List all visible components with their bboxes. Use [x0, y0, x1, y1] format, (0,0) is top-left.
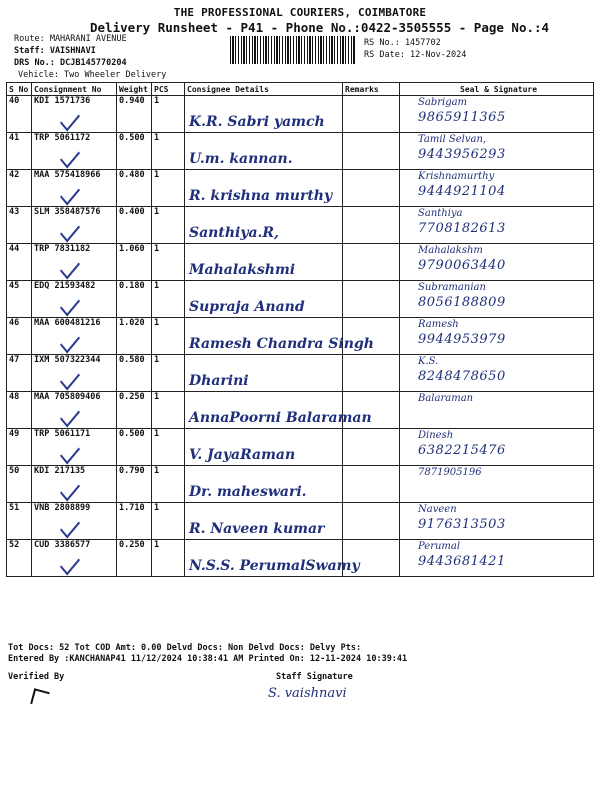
row-consignee	[185, 466, 343, 503]
consignee-name: Supraja Anand	[189, 299, 305, 315]
row-remarks	[343, 355, 400, 392]
receiver-phone: 9444921104	[418, 184, 506, 199]
receiver-signature: Mahalakshm	[418, 245, 483, 256]
row-pcs: 1	[152, 281, 185, 318]
row-consignment	[32, 355, 117, 392]
receiver-phone: 7708182613	[418, 221, 506, 236]
receiver-signature: Krishnamurthy	[418, 171, 495, 182]
row-weight: 0.400	[117, 207, 152, 244]
row-signature	[400, 355, 594, 392]
row-consignee	[185, 429, 343, 466]
row-weight: 1.020	[117, 318, 152, 355]
receiver-signature: Tamil Selvan,	[418, 134, 487, 145]
drs-number: DRS No.: DCJB145770204	[14, 58, 127, 68]
check-mark-icon	[60, 552, 80, 576]
consignment-no: TRP 5061172	[34, 133, 91, 143]
row-sno: 51	[7, 503, 32, 540]
consignee-name: V. JayaRaman	[189, 447, 296, 463]
table-row	[7, 466, 594, 503]
row-weight: 1.060	[117, 244, 152, 281]
table-row	[7, 318, 594, 355]
row-weight: 0.480	[117, 170, 152, 207]
totals-line: Tot Docs: 52 Tot COD Amt: 0.00 Delvd Docs: Non Delvd Docs: Delvy Pts:	[8, 643, 362, 653]
row-pcs: 1	[152, 429, 185, 466]
row-consignment	[32, 133, 117, 170]
table-row	[7, 244, 594, 281]
receiver-signature: Balaraman	[418, 393, 474, 404]
consignment-no: TRP 5061171	[34, 429, 91, 439]
col-consignee: Consignee Details	[185, 83, 343, 96]
row-pcs: 1	[152, 96, 185, 133]
row-consignment	[32, 466, 117, 503]
row-signature	[400, 503, 594, 540]
consignee-name: AnnaPoorni Balaraman	[189, 410, 372, 426]
staff-label: Staff: VAISHNAVI	[14, 46, 96, 56]
check-mark-icon	[60, 478, 80, 502]
consignment-no: SLM 358487576	[34, 207, 101, 217]
row-weight: 0.940	[117, 96, 152, 133]
row-weight: 0.180	[117, 281, 152, 318]
consignment-no: MAA 575418966	[34, 170, 101, 180]
row-pcs: 1	[152, 540, 185, 577]
receiver-signature: Santhiya	[418, 208, 463, 219]
row-sno: 44	[7, 244, 32, 281]
row-consignee	[185, 355, 343, 392]
table-row	[7, 503, 594, 540]
row-pcs: 1	[152, 503, 185, 540]
receiver-phone: 9865911365	[418, 110, 506, 125]
consignment-no: MAA 600481216	[34, 318, 101, 328]
row-consignee	[185, 96, 343, 133]
row-pcs: 1	[152, 318, 185, 355]
row-remarks	[343, 466, 400, 503]
row-sno: 42	[7, 170, 32, 207]
row-remarks	[343, 281, 400, 318]
check-mark-icon	[60, 367, 80, 391]
row-consignee	[185, 244, 343, 281]
consignee-name: Dr. maheswari.	[189, 484, 307, 500]
receiver-signature: Subramanian	[418, 282, 486, 293]
receiver-phone: 9790063440	[418, 258, 506, 273]
table-row	[7, 429, 594, 466]
row-remarks	[343, 429, 400, 466]
runsheet-title: Delivery Runsheet - P41 - Phone No.:0422-3505555 - Page No.:4	[90, 20, 550, 35]
receiver-phone: 9443956293	[418, 147, 506, 162]
table-row	[7, 170, 594, 207]
receiver-signature: Ramesh	[418, 319, 459, 330]
consignee-name: K.R. Sabri yamch	[189, 114, 325, 130]
row-remarks	[343, 96, 400, 133]
row-sno: 41	[7, 133, 32, 170]
consignee-name: Dharini	[189, 373, 249, 389]
consignment-no: MAA 705809406	[34, 392, 101, 402]
table-row	[7, 281, 594, 318]
row-signature	[400, 540, 594, 577]
row-remarks	[343, 170, 400, 207]
row-pcs: 1	[152, 244, 185, 281]
row-signature	[400, 207, 594, 244]
consignment-no: IXM 507322344	[34, 355, 101, 365]
check-mark-icon	[60, 330, 80, 354]
receiver-signature: Naveen	[418, 504, 457, 515]
row-sno: 45	[7, 281, 32, 318]
row-consignee	[185, 133, 343, 170]
check-mark-icon	[60, 256, 80, 280]
consignment-no: EDQ 21593482	[34, 281, 96, 291]
table-row	[7, 133, 594, 170]
receiver-signature: 7871905196	[418, 467, 482, 478]
receiver-signature: K.S.	[418, 356, 439, 367]
check-mark-icon	[60, 293, 80, 317]
receiver-signature: Dinesh	[418, 430, 454, 441]
verified-by-label: Verified By	[8, 672, 65, 682]
row-signature	[400, 170, 594, 207]
receiver-signature: Sabrigam	[418, 97, 468, 108]
row-weight: 0.500	[117, 133, 152, 170]
row-weight: 0.250	[117, 540, 152, 577]
row-pcs: 1	[152, 207, 185, 244]
consignment-no: TRP 7831182	[34, 244, 91, 254]
consignee-name: N.S.S. PerumalSwamy	[189, 558, 360, 574]
row-consignment	[32, 281, 117, 318]
row-remarks	[343, 503, 400, 540]
runsheet-table	[6, 82, 594, 577]
consignment-no: VNB 2808899	[34, 503, 91, 513]
receiver-phone: 6382215476	[418, 443, 506, 458]
row-remarks	[343, 244, 400, 281]
row-pcs: 1	[152, 355, 185, 392]
consignee-name: U.m. kannan.	[189, 151, 293, 167]
col-pcs: PCS	[152, 83, 185, 96]
row-weight: 1.710	[117, 503, 152, 540]
check-mark-icon	[60, 441, 80, 465]
row-weight: 0.790	[117, 466, 152, 503]
row-remarks	[343, 207, 400, 244]
row-weight: 0.500	[117, 429, 152, 466]
row-pcs: 1	[152, 466, 185, 503]
row-consignment	[32, 429, 117, 466]
row-consignment	[32, 392, 117, 429]
consignee-name: R. Naveen kumar	[189, 521, 325, 537]
row-consignment	[32, 540, 117, 577]
row-consignment	[32, 244, 117, 281]
col-consignment: Consignment No	[32, 83, 117, 96]
consignee-name: Ramesh Chandra Singh	[189, 336, 374, 352]
company-title: THE PROFESSIONAL COURIERS, COIMBATORE	[173, 6, 427, 19]
row-remarks	[343, 133, 400, 170]
row-sno: 52	[7, 540, 32, 577]
row-sno: 49	[7, 429, 32, 466]
row-signature	[400, 133, 594, 170]
row-consignment	[32, 170, 117, 207]
consignment-no: KDI 217135	[34, 466, 86, 476]
check-mark-icon	[60, 219, 80, 243]
row-sno: 46	[7, 318, 32, 355]
row-signature	[400, 466, 594, 503]
row-signature	[400, 318, 594, 355]
check-mark-icon	[60, 145, 80, 169]
row-sno: 48	[7, 392, 32, 429]
table-header-row	[7, 83, 594, 96]
row-consignee	[185, 540, 360, 577]
route-label: Route: MAHARANI AVENUE	[14, 34, 127, 44]
table-row	[7, 540, 594, 577]
row-consignee	[185, 318, 374, 355]
row-sno: 43	[7, 207, 32, 244]
row-consignment	[32, 503, 117, 540]
consignment-no: KDI 1571736	[34, 96, 91, 106]
row-consignment	[32, 318, 117, 355]
consignment-no: CUD 3386577	[34, 540, 91, 550]
col-sno: S No	[7, 83, 32, 96]
receiver-phone: 9176313503	[418, 517, 506, 532]
check-mark-icon	[60, 108, 80, 132]
table-row	[7, 355, 594, 392]
rs-date: RS Date: 12-Nov-2024	[364, 50, 467, 60]
row-weight: 0.250	[117, 392, 152, 429]
row-signature	[400, 392, 594, 429]
col-weight: Weight	[117, 83, 152, 96]
row-consignee	[185, 503, 343, 540]
rs-number: RS No.: 1457702	[364, 38, 441, 48]
row-pcs: 1	[152, 170, 185, 207]
receiver-phone: 9443681421	[418, 554, 506, 569]
row-consignee	[185, 207, 343, 244]
row-pcs: 1	[152, 133, 185, 170]
consignee-name: Mahalakshmi	[189, 262, 296, 278]
row-sno: 50	[7, 466, 32, 503]
row-consignment	[32, 96, 117, 133]
receiver-phone: 9944953979	[418, 332, 506, 347]
row-signature	[400, 244, 594, 281]
entered-by-line: Entered By :KANCHANAP41 11/12/2024 10:38:41 AM Printed On: 12-11-2024 10:39:41	[8, 654, 408, 664]
consignee-name: R. krishna murthy	[189, 188, 333, 204]
row-consignee	[185, 392, 372, 429]
receiver-phone: 8056188809	[418, 295, 506, 310]
table-row	[7, 96, 594, 133]
row-signature	[400, 96, 594, 133]
row-signature	[400, 281, 594, 318]
check-mark-icon	[60, 182, 80, 206]
row-consignee	[185, 281, 343, 318]
check-mark-icon	[60, 404, 80, 428]
row-consignee	[185, 170, 343, 207]
check-mark-icon	[60, 515, 80, 539]
staff-signature-label: Staff Signature	[276, 672, 353, 682]
vehicle-label: Vehicle: Two Wheeler Delivery	[18, 70, 167, 80]
consignee-name: Santhiya.R,	[189, 225, 279, 241]
row-pcs: 1	[152, 392, 185, 429]
receiver-phone: 8248478650	[418, 369, 506, 384]
table-row	[7, 392, 594, 429]
verified-mark	[30, 688, 50, 708]
row-weight: 0.580	[117, 355, 152, 392]
table-row	[7, 207, 594, 244]
staff-signature: S. vaishnavi	[268, 686, 347, 701]
row-sno: 47	[7, 355, 32, 392]
barcode	[230, 36, 356, 64]
row-sno: 40	[7, 96, 32, 133]
receiver-signature: Perumal	[418, 541, 461, 552]
row-signature	[400, 429, 594, 466]
col-remarks: Remarks	[343, 83, 400, 96]
col-signature: Seal & Signature	[400, 83, 594, 96]
row-consignment	[32, 207, 117, 244]
